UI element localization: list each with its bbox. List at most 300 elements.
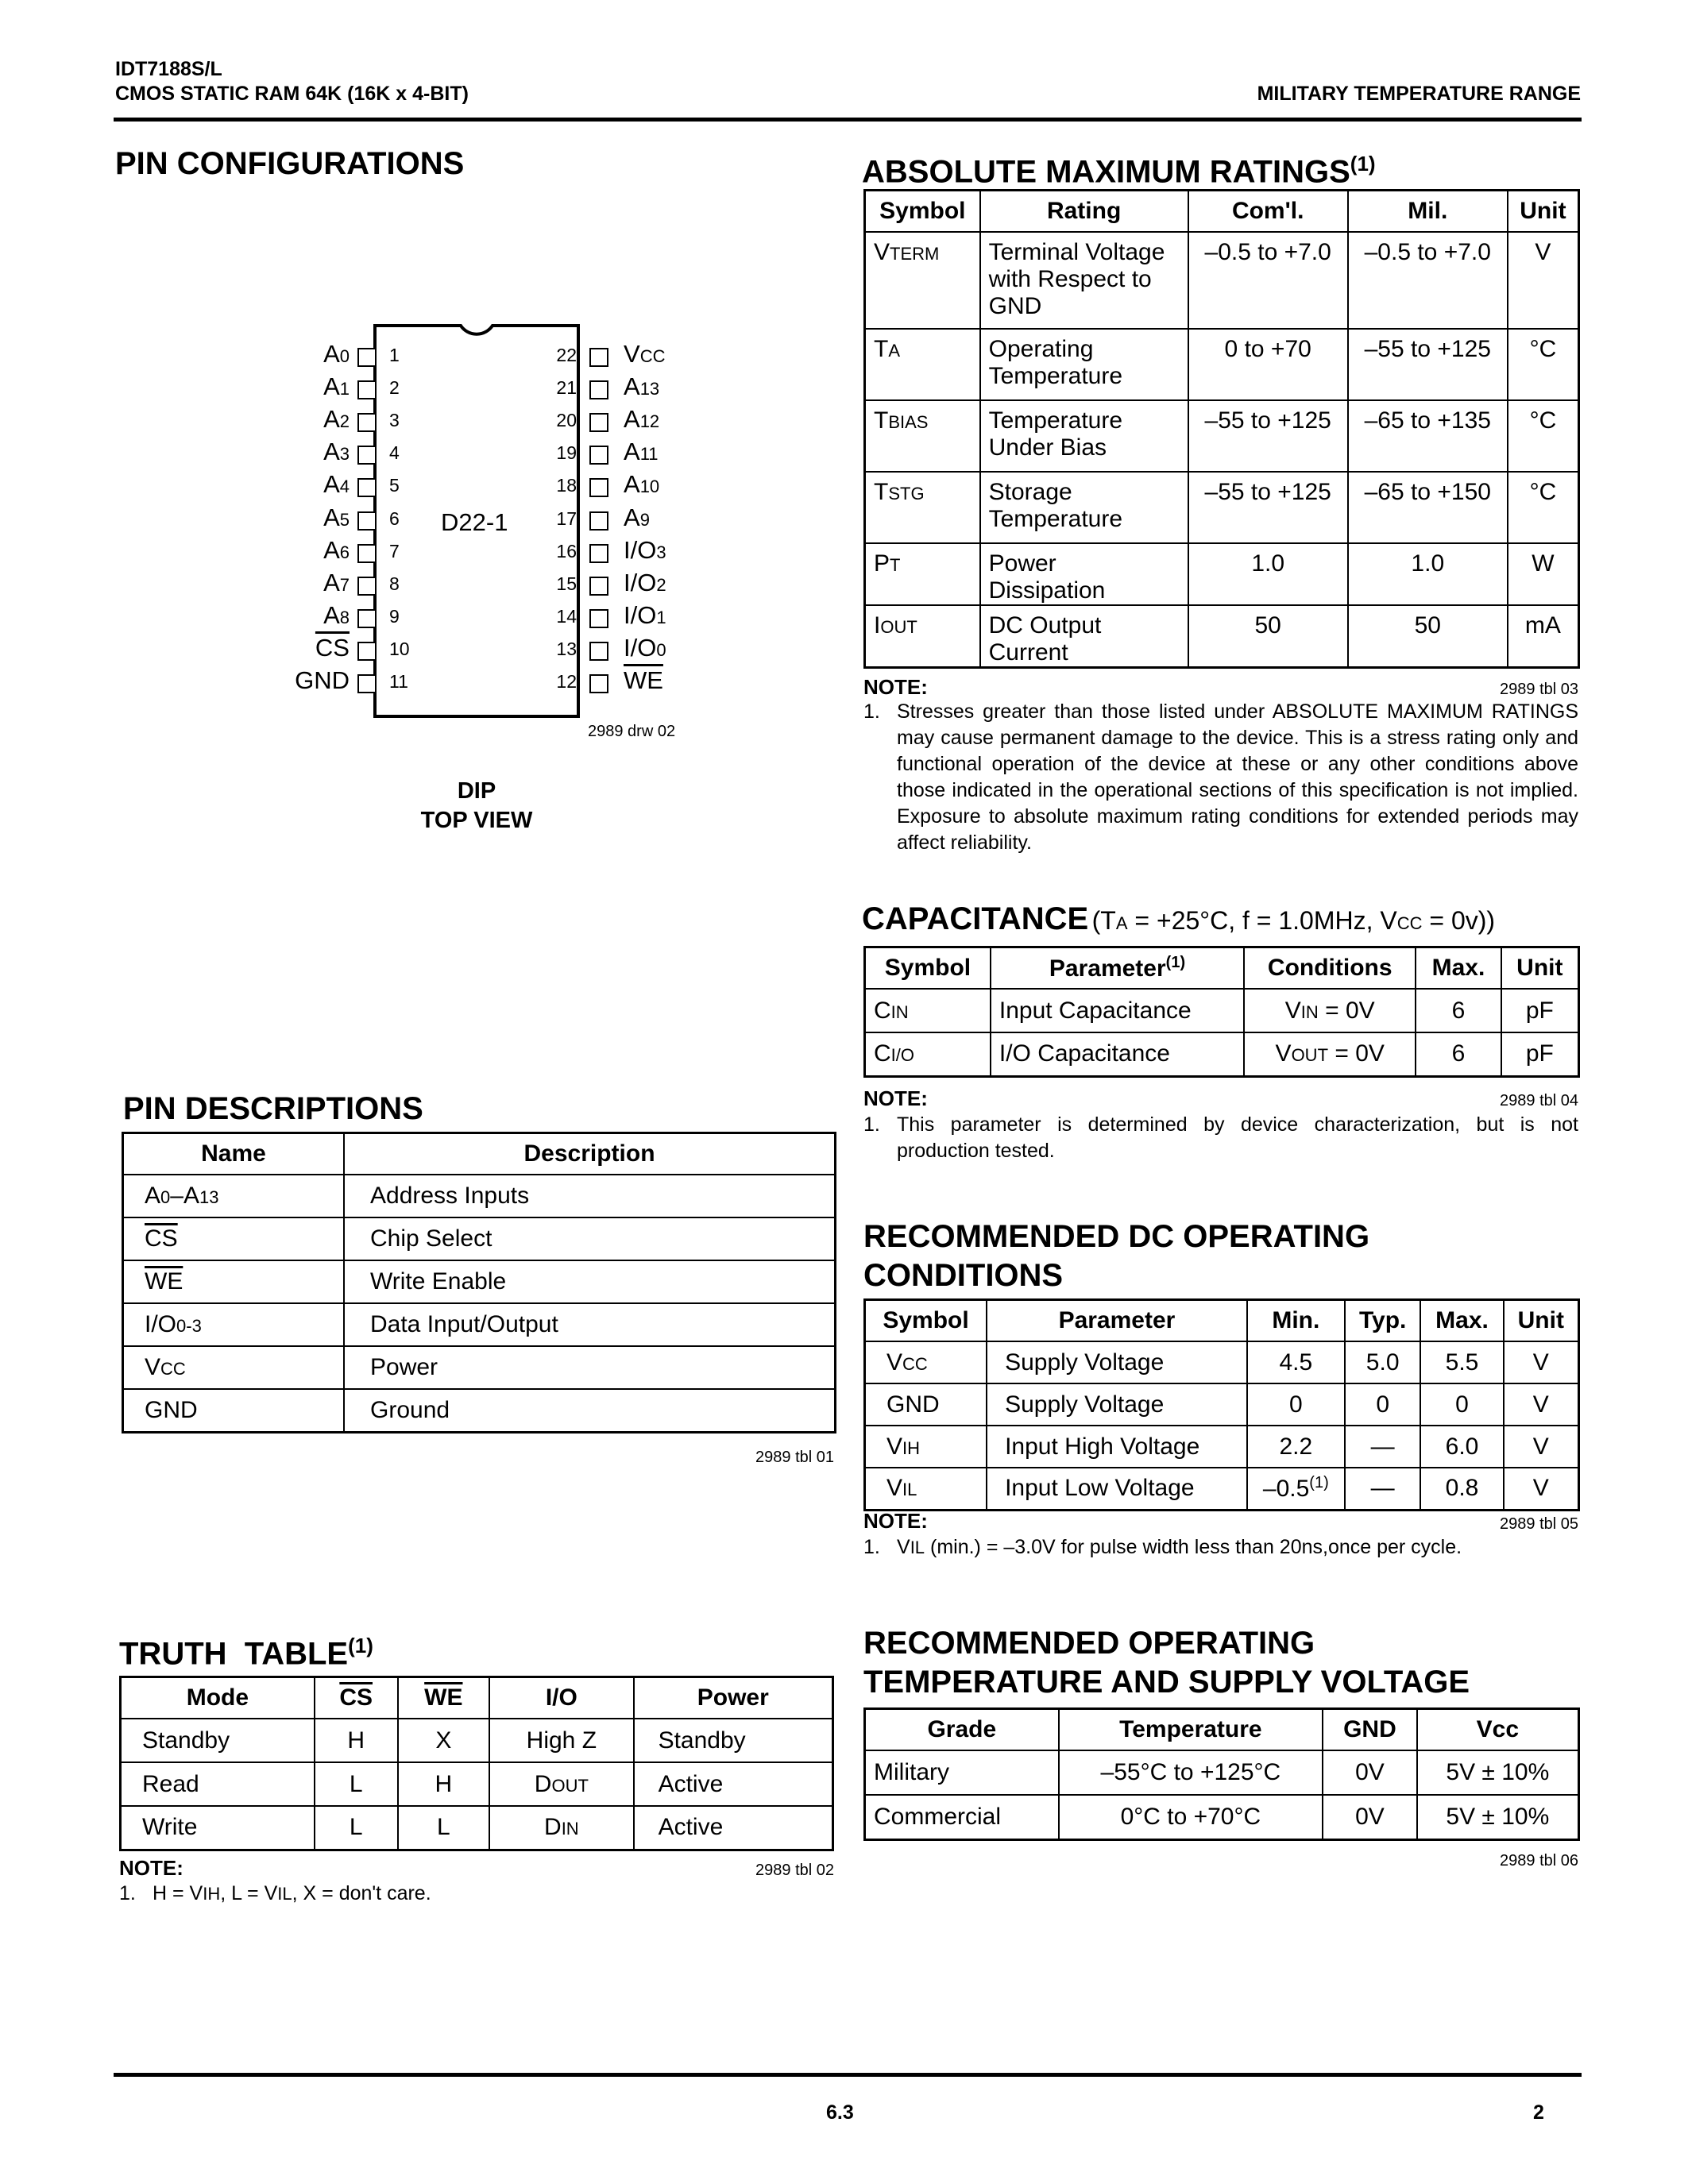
table-row bbox=[121, 1762, 833, 1806]
column-header: Max. bbox=[1420, 1300, 1503, 1342]
pin-label: $\overline{CS}$ bbox=[315, 633, 350, 662]
unit-cell: W bbox=[1508, 543, 1579, 605]
unit-cell: °C bbox=[1508, 329, 1579, 400]
symbol-sub: BIAS bbox=[888, 412, 929, 432]
pin-desc-table-ref: 2989 tbl 01 bbox=[755, 1449, 834, 1466]
pin-number: 19 bbox=[556, 442, 577, 464]
dc-op-title-line2: CONDITIONS bbox=[863, 1258, 1064, 1293]
grade-cell: Military bbox=[865, 1750, 1059, 1795]
unit-cell: V bbox=[1504, 1426, 1579, 1468]
conditions-cell: VOUT = 0V bbox=[1244, 1032, 1416, 1076]
abs-max-title-text: ABSOLUTE MAXIMUM RATINGS bbox=[862, 154, 1350, 190]
cs-cell: L bbox=[315, 1806, 398, 1850]
pin-terminal bbox=[589, 609, 608, 628]
coml-cell: 1.0 bbox=[1188, 543, 1348, 605]
mode-cell: Read bbox=[121, 1762, 315, 1806]
pin-number: 10 bbox=[389, 638, 410, 659]
cond-sub-a: A bbox=[1115, 913, 1128, 933]
tn3: , X = don't care. bbox=[292, 1882, 431, 1904]
cond: V bbox=[1275, 1040, 1292, 1067]
pin-number: 12 bbox=[556, 671, 577, 692]
abs-max-title bbox=[862, 145, 1376, 191]
pin-label: I/O2 bbox=[624, 568, 666, 596]
truth-title-ref: (1) bbox=[348, 1634, 373, 1657]
cs-cell: L bbox=[315, 1762, 398, 1806]
symbol: V bbox=[886, 1475, 903, 1502]
name-cell: $\overline{CS}$ bbox=[123, 1217, 345, 1260]
column-header: Rating bbox=[980, 191, 1188, 233]
unit-cell: V bbox=[1504, 1341, 1579, 1383]
note-number: 1. bbox=[863, 1113, 880, 1136]
pin-label: A10 bbox=[624, 470, 660, 499]
column-header: Grade bbox=[865, 1709, 1059, 1751]
parameter-cell: Supply Voltage bbox=[987, 1383, 1247, 1426]
cond-a: (T bbox=[1091, 906, 1116, 935]
dc-table-ref: 2989 tbl 05 bbox=[1500, 1515, 1578, 1533]
io: D bbox=[534, 1770, 552, 1797]
pin-terminal bbox=[589, 478, 608, 497]
coml-cell: –55 to +125 bbox=[1188, 400, 1348, 472]
pin-label: A2 bbox=[323, 405, 350, 434]
symbol: I bbox=[874, 612, 881, 639]
pin-terminal bbox=[357, 609, 377, 628]
op-temp-title: RECOMMENDED OPERATING bbox=[863, 1626, 1315, 1661]
pin-label: A11 bbox=[624, 438, 659, 466]
pin-terminal bbox=[357, 380, 377, 399]
min-cell: 4.5 bbox=[1247, 1341, 1345, 1383]
pin-terminal bbox=[589, 577, 608, 596]
symbol-sub: TERM bbox=[890, 244, 940, 264]
temperature-cell: –55°C to +125°C bbox=[1059, 1750, 1323, 1795]
op-temp-title-line2: TEMPERATURE AND SUPPLY VOLTAGE bbox=[863, 1665, 1470, 1700]
pin-number: 2 bbox=[389, 377, 400, 399]
pin-number: 3 bbox=[389, 410, 400, 431]
truth-table bbox=[119, 1676, 834, 1851]
parameter-cell: Input Low Voltage bbox=[987, 1468, 1247, 1510]
mil-cell: 50 bbox=[1348, 605, 1508, 668]
pin-number: 22 bbox=[556, 345, 577, 365]
typ-cell: 0 bbox=[1345, 1383, 1421, 1426]
op-temp-table-ref: 2989 tbl 06 bbox=[1500, 1852, 1578, 1870]
tn-sub1: IH bbox=[203, 1884, 221, 1904]
pin-terminal bbox=[589, 544, 608, 563]
truth-note bbox=[119, 1881, 834, 1907]
rating-cell: Power Dissipation bbox=[980, 543, 1188, 605]
symbol: T bbox=[874, 479, 889, 505]
symbol: C bbox=[874, 997, 891, 1024]
temperature-cell: 0°C to +70°C bbox=[1059, 1795, 1323, 1839]
rating-cell: DC Output Current bbox=[980, 605, 1188, 668]
column-header: Unit bbox=[1508, 191, 1579, 233]
pin-number: 16 bbox=[556, 540, 577, 561]
pin-terminal bbox=[589, 446, 608, 465]
pin-label: VCC bbox=[624, 340, 666, 368]
symbol-cell bbox=[865, 1341, 987, 1383]
pin-label: $\overline{WE}$ bbox=[624, 666, 663, 694]
table-row bbox=[865, 605, 1579, 668]
mil-cell: 1.0 bbox=[1348, 543, 1508, 605]
coml-cell: 0 to +70 bbox=[1188, 329, 1348, 400]
symbol-cell bbox=[865, 1426, 987, 1468]
coml-cell: 50 bbox=[1188, 605, 1348, 668]
abs-max-table-ref: 2989 tbl 03 bbox=[1500, 681, 1578, 698]
typ-cell: — bbox=[1345, 1468, 1421, 1510]
column-header: Min. bbox=[1247, 1300, 1345, 1342]
name-cell: VCC bbox=[123, 1346, 345, 1389]
mil-cell: –0.5 to +7.0 bbox=[1348, 232, 1508, 329]
name-cell: $\overline{WE}$ bbox=[123, 1260, 345, 1303]
column-header: Symbol bbox=[865, 947, 991, 990]
symbol: C bbox=[874, 1040, 891, 1067]
symbol-cell bbox=[865, 989, 991, 1032]
pin-number: 15 bbox=[556, 573, 577, 594]
pin-label: A13 bbox=[624, 372, 660, 401]
pin-label: I/O3 bbox=[624, 535, 666, 564]
unit-cell: °C bbox=[1508, 472, 1579, 543]
min-cell: –0.5$^{(1)}$ bbox=[1247, 1468, 1345, 1510]
max-cell: 5.5 bbox=[1420, 1341, 1503, 1383]
unit-cell: pF bbox=[1501, 1032, 1579, 1076]
description-cell: Address Inputs bbox=[344, 1175, 836, 1217]
max-cell: 6 bbox=[1416, 989, 1501, 1032]
pin-terminal bbox=[357, 413, 377, 432]
symbol-sub: T bbox=[890, 555, 901, 575]
description-cell: Ground bbox=[344, 1389, 836, 1432]
capacitance-conditions bbox=[1092, 906, 1495, 935]
unit-cell: °C bbox=[1508, 400, 1579, 472]
symbol-sub: STG bbox=[888, 484, 925, 504]
column-header: Parameter bbox=[987, 1300, 1247, 1342]
pin-label: A7 bbox=[323, 568, 350, 596]
max-cell: 6 bbox=[1416, 1032, 1501, 1076]
pin-terminal bbox=[357, 674, 377, 693]
pin-number: 9 bbox=[389, 605, 400, 627]
column-header: Com'l. bbox=[1188, 191, 1348, 233]
max-cell: 0.8 bbox=[1420, 1468, 1503, 1510]
parameter-cell: Input Capacitance bbox=[991, 989, 1244, 1032]
dc-note-label: NOTE: bbox=[863, 1509, 928, 1533]
pin-label: A3 bbox=[323, 438, 350, 466]
io-cell bbox=[489, 1762, 633, 1806]
pin-terminal bbox=[357, 642, 377, 661]
symbol-cell bbox=[865, 232, 980, 329]
top-view-caption: TOP VIEW bbox=[420, 808, 533, 833]
symbol-cell bbox=[865, 472, 980, 543]
column-header: Vcc bbox=[1417, 1709, 1579, 1751]
symbol-sub: A bbox=[888, 341, 901, 361]
table-row bbox=[123, 1389, 836, 1432]
max-cell: 0 bbox=[1420, 1383, 1503, 1426]
grade-cell: Commercial bbox=[865, 1795, 1059, 1839]
pin-label: A0 bbox=[323, 340, 350, 368]
column-header: I/O bbox=[489, 1677, 633, 1719]
power-cell: Active bbox=[634, 1806, 833, 1850]
cap-note bbox=[863, 1112, 1578, 1164]
truth-table-title bbox=[119, 1626, 373, 1673]
column-header: Symbol bbox=[865, 191, 980, 233]
rating-cell: Operating Temperature bbox=[980, 329, 1188, 400]
pin-number: 18 bbox=[556, 475, 577, 496]
abs-max-note-text: Stresses greater than those listed under ABSOLUTE MAXIMUM RATINGS may cause permanent damage to the device. This is a stress rating only and functional operation of the device at these or any other conditions above those indicated in the operational sections of this specification is not implied. Exposure to absolute maximum rating conditions for extended periods may affect reliability. bbox=[897, 700, 1578, 854]
capacitance-table bbox=[863, 946, 1580, 1078]
dc-note-body: (min.) = –3.0V for pulse width less than 20ns,once per cycle. bbox=[925, 1536, 1462, 1558]
symbol: P bbox=[874, 550, 890, 577]
table-row bbox=[865, 1341, 1579, 1383]
pin-number: 8 bbox=[389, 573, 400, 594]
io: High Z bbox=[526, 1727, 597, 1754]
truth-note-label: NOTE: bbox=[119, 1856, 183, 1880]
pin-number: 11 bbox=[389, 671, 408, 692]
pin-label: A5 bbox=[323, 503, 350, 531]
gnd-cell: 0V bbox=[1323, 1795, 1417, 1839]
pin-terminal bbox=[589, 348, 608, 367]
power-cell: Active bbox=[634, 1762, 833, 1806]
unit-cell: pF bbox=[1501, 989, 1579, 1032]
abs-max-note-label: NOTE: bbox=[863, 675, 928, 699]
dc-note-sub: IL bbox=[910, 1538, 925, 1557]
table-row bbox=[865, 1426, 1579, 1468]
column-header: Max. bbox=[1416, 947, 1501, 990]
unit-cell: mA bbox=[1508, 605, 1579, 668]
capacitance-title-text: CAPACITANCE bbox=[862, 901, 1089, 936]
chip-label: D22-1 bbox=[441, 508, 508, 536]
cap-note-text: This parameter is determined by device characterization, but is not production tested. bbox=[897, 1113, 1578, 1162]
description-cell: Write Enable bbox=[344, 1260, 836, 1303]
table-row bbox=[865, 1032, 1579, 1076]
pin-label: A9 bbox=[624, 503, 650, 531]
description-cell: Data Input/Output bbox=[344, 1303, 836, 1346]
column-header: Name bbox=[123, 1133, 345, 1175]
mode-cell: Standby bbox=[121, 1719, 315, 1762]
table-row bbox=[865, 232, 1579, 329]
table-row bbox=[865, 400, 1579, 472]
column-header: Mil. bbox=[1348, 191, 1508, 233]
symbol-sub: OUT bbox=[880, 617, 917, 637]
symbol-sub: IH bbox=[902, 1437, 921, 1458]
table-row bbox=[865, 1468, 1579, 1510]
dip-diagram bbox=[0, 0, 794, 874]
mil-cell: –65 to +135 bbox=[1348, 400, 1508, 472]
dc-note-text bbox=[897, 1534, 1578, 1561]
abs-max-table bbox=[863, 189, 1580, 669]
symbol-cell bbox=[865, 605, 980, 668]
tn2: , L = V bbox=[220, 1882, 278, 1904]
min-cell: 0 bbox=[1247, 1383, 1345, 1426]
vcc-cell: 5V ± 10% bbox=[1417, 1795, 1579, 1839]
cond-sub: OUT bbox=[1291, 1045, 1329, 1066]
column-header: Symbol bbox=[865, 1300, 987, 1342]
symbol-cell bbox=[865, 1383, 987, 1426]
table-row bbox=[123, 1175, 836, 1217]
table-row bbox=[865, 472, 1579, 543]
pin-config-title: PIN CONFIGURATIONS bbox=[115, 146, 465, 181]
unit-cell: V bbox=[1504, 1383, 1579, 1426]
pin-label: A6 bbox=[323, 535, 350, 564]
io-sub: OUT bbox=[551, 1775, 589, 1796]
description-cell: Chip Select bbox=[344, 1217, 836, 1260]
cond-sub-b: CC bbox=[1396, 913, 1423, 933]
pin-terminal bbox=[589, 380, 608, 399]
symbol: V bbox=[886, 1433, 903, 1460]
typ-cell: 5.0 bbox=[1345, 1341, 1421, 1383]
table-row bbox=[123, 1217, 836, 1260]
table-row bbox=[865, 543, 1579, 605]
truth-note-text bbox=[153, 1881, 834, 1907]
footer-rule bbox=[114, 2073, 1582, 2077]
pin-terminal bbox=[357, 577, 377, 596]
pin-number: 5 bbox=[389, 475, 400, 496]
pin-terminal bbox=[589, 413, 608, 432]
cap-table-ref: 2989 tbl 04 bbox=[1500, 1092, 1578, 1109]
column-header: Conditions bbox=[1244, 947, 1416, 990]
coml-cell: –55 to +125 bbox=[1188, 472, 1348, 543]
table-row bbox=[123, 1303, 836, 1346]
cap-note-label: NOTE: bbox=[863, 1086, 928, 1110]
name-cell: GND bbox=[123, 1389, 345, 1432]
symbol: GND bbox=[886, 1391, 940, 1418]
rating-cell: Storage Temperature bbox=[980, 472, 1188, 543]
pin-label: I/O1 bbox=[624, 600, 666, 629]
column-header: $\overline{CS}$ bbox=[315, 1677, 398, 1719]
name-cell: I/O0-3 bbox=[123, 1303, 345, 1346]
column-header: Parameter$^{(1)}$ bbox=[991, 947, 1244, 990]
io-cell bbox=[489, 1719, 633, 1762]
column-header: Power bbox=[634, 1677, 833, 1719]
column-header: Temperature bbox=[1059, 1709, 1323, 1751]
note-number: 1. bbox=[863, 1536, 880, 1558]
rating-cell: Temperature Under Bias bbox=[980, 400, 1188, 472]
pin-label: A12 bbox=[624, 405, 660, 434]
symbol-sub: CC bbox=[902, 1353, 928, 1374]
symbol: V bbox=[886, 1349, 903, 1376]
dc-note-v: V bbox=[897, 1536, 910, 1558]
pin-number: 1 bbox=[389, 345, 400, 365]
pin-terminal bbox=[357, 348, 377, 367]
column-header: $\overline{WE}$ bbox=[398, 1677, 490, 1719]
max-cell: 6.0 bbox=[1420, 1426, 1503, 1468]
temperature-range: MILITARY TEMPERATURE RANGE bbox=[1257, 83, 1581, 105]
column-header: Description bbox=[344, 1133, 836, 1175]
drawing-ref: 2989 drw 02 bbox=[588, 723, 676, 740]
coml-cell: –0.5 to +7.0 bbox=[1188, 232, 1348, 329]
pin-label: A1 bbox=[323, 372, 350, 401]
typ-cell: — bbox=[1345, 1426, 1421, 1468]
pin-number: 7 bbox=[389, 540, 400, 561]
symbol-cell bbox=[865, 1032, 991, 1076]
column-header: GND bbox=[1323, 1709, 1417, 1751]
symbol-sub: IN bbox=[890, 1001, 909, 1022]
pin-number: 14 bbox=[556, 605, 577, 627]
pin-desc-title: PIN DESCRIPTIONS bbox=[123, 1091, 423, 1126]
unit-cell: V bbox=[1508, 232, 1579, 329]
abs-max-note bbox=[863, 699, 1578, 856]
dip-caption: DIP bbox=[457, 778, 496, 804]
symbol-cell bbox=[865, 1468, 987, 1510]
cond-sub: IN bbox=[1300, 1001, 1319, 1022]
min-cell: 2.2 bbox=[1247, 1426, 1345, 1468]
symbol-cell bbox=[865, 543, 980, 605]
symbol: V bbox=[874, 239, 890, 265]
truth-title-text: TRUTH TABLE bbox=[119, 1636, 349, 1672]
pin-label: GND bbox=[295, 666, 350, 694]
pin-terminal bbox=[589, 511, 608, 531]
power-cell: Standby bbox=[634, 1719, 833, 1762]
mil-cell: –65 to +150 bbox=[1348, 472, 1508, 543]
symbol: T bbox=[874, 407, 889, 434]
pin-label: A4 bbox=[323, 470, 350, 499]
table-row bbox=[865, 329, 1579, 400]
parameter-cell: Supply Voltage bbox=[987, 1341, 1247, 1383]
io-sub: IN bbox=[561, 1819, 579, 1839]
tn-sub2: IL bbox=[277, 1884, 292, 1904]
dc-note bbox=[863, 1534, 1578, 1561]
table-row bbox=[865, 1795, 1579, 1839]
mode-cell: Write bbox=[121, 1806, 315, 1850]
symbol: T bbox=[874, 336, 889, 362]
column-header: Typ. bbox=[1345, 1300, 1421, 1342]
pin-terminal bbox=[589, 642, 608, 661]
pin-number: 21 bbox=[556, 377, 577, 399]
dc-op-title: RECOMMENDED DC OPERATING bbox=[863, 1219, 1370, 1254]
pin-terminal bbox=[357, 446, 377, 465]
table-row bbox=[865, 1383, 1579, 1426]
gnd-cell: 0V bbox=[1323, 1750, 1417, 1795]
note-number: 1. bbox=[119, 1882, 136, 1904]
pin-number: 13 bbox=[556, 638, 577, 659]
capacitance-title bbox=[862, 901, 1495, 937]
page-number: 2 bbox=[1533, 2101, 1544, 2124]
column-header: Unit bbox=[1501, 947, 1579, 990]
pin-terminal bbox=[589, 674, 608, 693]
table-row bbox=[123, 1346, 836, 1389]
pin-desc-table bbox=[122, 1132, 836, 1433]
vcc-cell: 5V ± 10% bbox=[1417, 1750, 1579, 1795]
cond: V bbox=[1284, 997, 1301, 1024]
pin-number: 4 bbox=[389, 442, 400, 464]
pin-label: I/O0 bbox=[624, 633, 666, 662]
pin-terminal bbox=[357, 511, 377, 531]
cond-c: = 0v)) bbox=[1422, 906, 1496, 935]
pin-number: 20 bbox=[556, 410, 577, 431]
op-temp-table bbox=[863, 1707, 1580, 1841]
rating-cell: Terminal Voltage with Respect to GND bbox=[980, 232, 1188, 329]
cond-b: = +25°C, f = 1.0MHz, V bbox=[1127, 906, 1397, 935]
column-header: Mode bbox=[121, 1677, 315, 1719]
we-cell: X bbox=[398, 1719, 490, 1762]
table-row bbox=[121, 1719, 833, 1762]
unit-cell: V bbox=[1504, 1468, 1579, 1510]
truth-table-ref: 2989 tbl 02 bbox=[755, 1862, 834, 1879]
name-cell: A0–A13 bbox=[123, 1175, 345, 1217]
description-cell: Power bbox=[344, 1346, 836, 1389]
column-header: Unit bbox=[1504, 1300, 1579, 1342]
io: D bbox=[544, 1814, 562, 1841]
cs-cell: H bbox=[315, 1719, 398, 1762]
parameter-cell: Input High Voltage bbox=[987, 1426, 1247, 1468]
mil-cell: –55 to +125 bbox=[1348, 329, 1508, 400]
symbol-cell bbox=[865, 400, 980, 472]
io-cell bbox=[489, 1806, 633, 1850]
abs-max-title-ref: (1) bbox=[1350, 152, 1376, 176]
pin-number: 6 bbox=[389, 507, 400, 529]
table-row bbox=[123, 1260, 836, 1303]
dc-op-table bbox=[863, 1298, 1580, 1511]
section-number: 6.3 bbox=[826, 2101, 854, 2124]
pin-label: A8 bbox=[323, 600, 350, 629]
we-cell: L bbox=[398, 1806, 490, 1850]
symbol-sub: I/O bbox=[890, 1045, 915, 1066]
table-row bbox=[121, 1806, 833, 1850]
